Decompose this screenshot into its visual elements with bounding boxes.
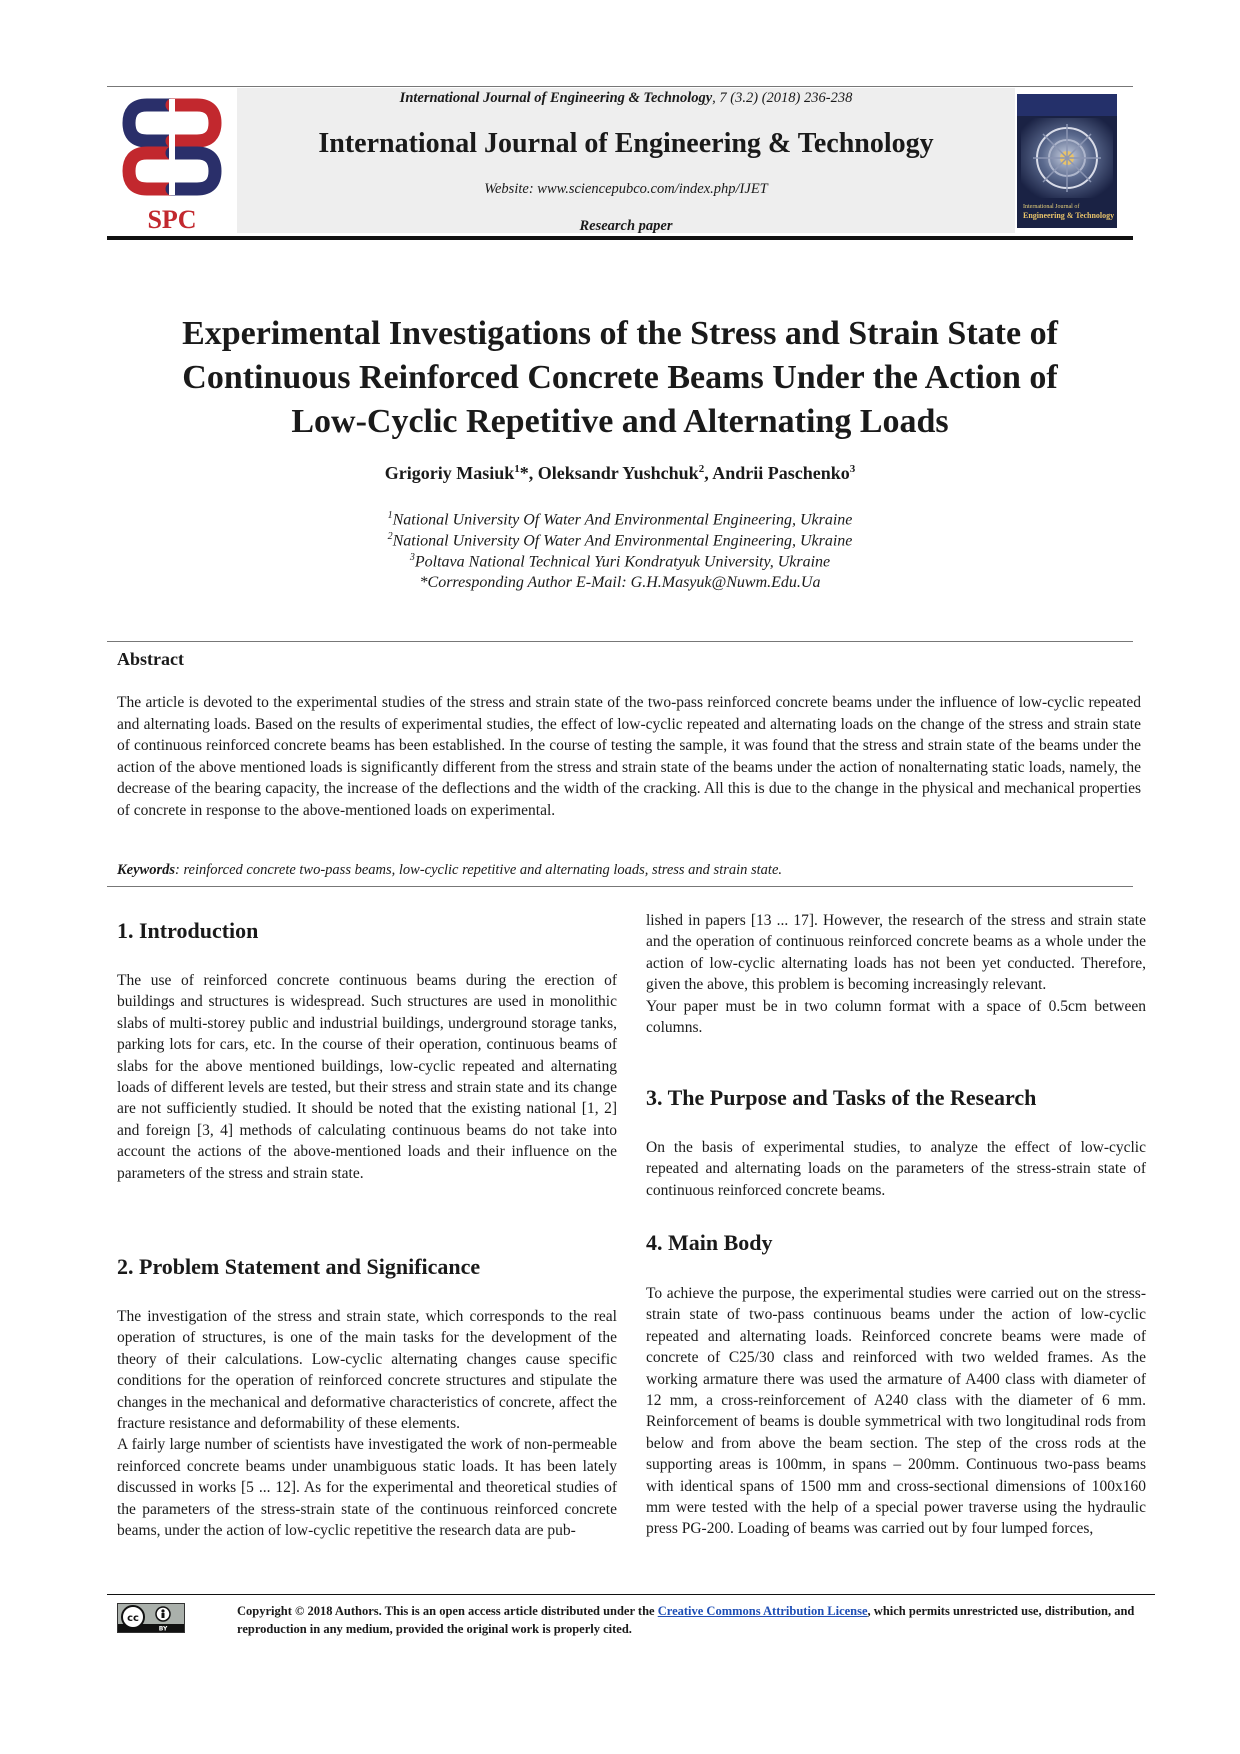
copyright-post: , which permits unrestricted use, distribution, and reproduction in any medium, provided the original work is properly cited. [237,1604,1135,1636]
logo-text: SPC [147,205,197,233]
affiliation-2 [107,531,1133,550]
affiliation-1 [107,510,1133,529]
author-name: Oleksandr Yushchuk [537,463,699,483]
section-heading-problem: 2. Problem Statement and Significance [117,1254,481,1279]
section-heading-main-body: 4. Main Body [646,1230,773,1255]
section-heading-purpose: 3. The Purpose and Tasks of the Research [646,1085,1037,1110]
title-line-3: Low-Cyclic Repetitive and Alternating Loads [291,403,949,440]
keywords-rule [107,886,1133,887]
problem-body-continued [646,910,1146,1038]
author-list [107,463,1133,484]
license-link[interactable]: Creative Commons Attribution License [657,1604,868,1618]
introduction-body [117,970,617,1184]
abstract-top-rule [107,641,1133,642]
citation-journal: International Journal of Engineering & Technology [399,90,713,106]
paragraph: The investigation of the stress and strain state, which corresponds to the real operation of structures, is one of the main tasks for the development of the theory of their calculations. Low-cyclic alternating changes cause specific conditions for the operation of reinforced concrete structures and stipulate the changes in the mechanical and deformative characteristics of concrete, affect the fracture resistance and deformability of these elements. [117,1308,617,1433]
author-sup: 3 [849,463,856,475]
corresponding-author [107,574,1133,592]
affiliation-text: National University Of Water And Environmental Engineering, Ukraine [392,511,853,529]
affiliation-text: Poltava National Technical Yuri Kondratyuk University, Ukraine [414,553,831,571]
affiliation-sup: 3 [409,552,415,563]
title-line-1: Experimental Investigations of the Stress and Strain State of [182,315,1058,352]
title-line-2: Continuous Reinforced Concrete Beams Under the Action of [182,359,1058,396]
paragraph: To achieve the purpose, the experimental studies were carried out on the stress-strain state of two-pass continuous beams under the action of low-cyclic repeated and alternating loads. Reinforced concrete beams were made of concrete of C25/30 class and reinforced with two welded frames. As the working armature there was used the armature of A400 class with diameter of 12 mm, a cross-reinforcement of A240 class with the diameter of 6 mm. Reinforcement of beams is double symmetrical with two longitudinal rods from below and from above the beam section. The step of the cross rods at the supporting areas is 100mm, in spans – 200mm. Continuous two-pass beams with identical spans of 1500 mm and cross-sectional dimensions of 100x160 mm were tested with the help of a special power traverse using the hydraulic press PG-200. Loading of beams was carried out by four lumped forces, [646,1285,1146,1538]
paragraph: On the basis of experimental studies, to analyze the effect of low-cyclic repeated and alternating loads on the parameters of the stress-strain state of continuous reinforced concrete beams. [646,1139,1146,1199]
journal-cover [1017,94,1117,228]
header-band [237,88,1015,233]
cc-label: cc [127,1613,139,1624]
paragraph: lished in papers [13 ... 17]. However, the research of the stress and strain state and the operation of continuous reinforced concrete beams as a whole under the action of low-cyclic alternating loads has not been yet conducted. Therefore, given the above, this problem is becoming increasingly relevant. [646,912,1146,994]
cc-by-badge[interactable] [117,1603,185,1633]
paragraph: Your paper must be in two column format with a space of 0.5cm between columns. [646,997,1146,1037]
main-body [646,1283,1146,1540]
spc-logo [117,93,227,233]
header-top-rule [107,86,1133,87]
copyright-notice [237,1602,1147,1638]
author-name: Grigoriy Masiuk [384,463,515,483]
abstract-heading: Abstract [117,649,184,669]
keywords-label: Keywords [117,862,175,878]
footer-rule [107,1594,1155,1595]
journal-website[interactable]: Website: www.sciencepubco.com/index.php/IJET [484,181,768,197]
paragraph: A fairly large number of scientists have investigated the work of non-permeable reinforced concrete beams under unambiguous static loads. It has been lately discussed in works [5 ... 12]. As for the experimental and theoretical studies of the parameters of the stress-strain state of the continuous reinforced concrete beams, under the action of low-cyclic repetitive the research data are pub- [117,1436,617,1540]
problem-body [117,1306,617,1541]
by-label: BY [158,1625,168,1633]
keywords [117,862,1137,879]
keywords-text: : reinforced concrete two-pass beams, low-cyclic repetitive and alternating loads, stress and strain state. [175,862,783,878]
author-sep: *, [519,463,538,483]
copyright-pre: Copyright © 2018 Authors. This is an open access article distributed under the [237,1604,658,1618]
affiliation-sup: 2 [387,531,393,542]
journal-citation [237,90,1015,107]
paper-title [107,312,1133,444]
author-sup: 1 [514,463,520,475]
purpose-body [646,1137,1146,1201]
paper-type: Research paper [579,218,673,234]
corresponding-email[interactable]: *Corresponding Author E-Mail: G.H.Masyuk@Nuwm.Edu.Ua [419,574,821,591]
affiliation-3 [107,552,1133,571]
citation-volume: , 7 (3.2) (2018) 236-238 [712,90,853,106]
author-sep: , [704,463,713,483]
section-heading-introduction: 1. Introduction [117,918,259,943]
affiliation-sup: 1 [387,510,393,521]
author-sup: 2 [698,463,705,475]
cover-text-2: Engineering & Technology [1023,211,1115,220]
journal-title: International Journal of Engineering & Technology [318,128,934,159]
cover-text-1: International Journal of [1023,204,1080,210]
abstract-body: The article is devoted to the experimental studies of the stress and strain state of the two-pass reinforced concrete beams under the influence of low-cyclic repeated and alternating loads. Based on the results of experimental studies, the effect of low-cyclic repeated and alternating loads on the change of the stress and strain state of continuous reinforced concrete beams has been established. In the course of testing the sample, it was found that the stress and strain state of the beams under the action of the above mentioned loads is significantly different from the stress and strain state of the beams under the action of nonalternating static loads, namely, the decrease of the bearing capacity, the increase of the deflections and the width of the cracking. All this is due to the change in the physical and mechanical properties of concrete in response to the above-mentioned loads on experimental. [117,694,1141,819]
paragraph: The use of reinforced concrete continuous beams during the erection of buildings and structures is widespread. Such structures are used in monolithic slabs of multi-storey public and industrial buildings, underground storage tanks, parking lots for cars, etc. In the course of their operation, continuous beams of slabs for the above mentioned buildings, low-cyclic repeated and alternating loads of different levels are tested, but their stress and strain state and its change are not sufficiently studied. It should be noted that the existing national [1, 2] and foreign [3, 4] methods of calculating continuous beams do not take into account the actions of the above-mentioned loads and their influence on the parameters of the stress and strain state. [117,972,617,1182]
header-bottom-rule [107,236,1133,240]
author-name: Andrii Paschenko [712,463,850,483]
affiliation-text: National University Of Water And Environmental Engineering, Ukraine [392,532,853,550]
